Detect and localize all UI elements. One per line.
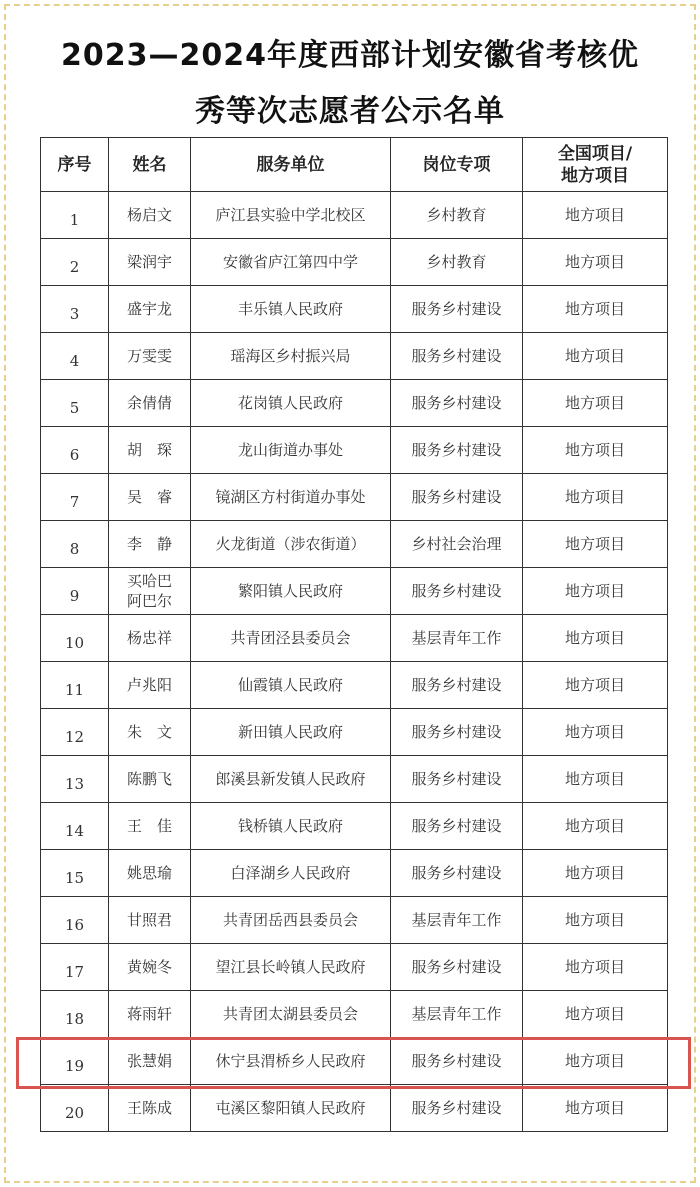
cell-post: 服务乡村建设: [391, 380, 523, 427]
cell-index: 14: [41, 803, 109, 850]
cell-project-type: 地方项目: [523, 568, 668, 615]
highlight-box-row-19: [16, 1037, 691, 1089]
cell-post: 服务乡村建设: [391, 850, 523, 897]
cell-name: 陈鹏飞: [109, 756, 191, 803]
cell-name: 蒋雨轩: [109, 991, 191, 1038]
table-row: [41, 897, 668, 944]
table-row: [41, 427, 668, 474]
cell-post: 乡村社会治理: [391, 521, 523, 568]
cell-name: 王 佳: [109, 803, 191, 850]
cell-index: 3: [41, 286, 109, 333]
cell-name: 梁润宇: [109, 239, 191, 286]
cell-unit: 安徽省庐江第四中学: [191, 239, 391, 286]
table-row: [41, 521, 668, 568]
cell-project-type: 地方项目: [523, 944, 668, 991]
page-title-line-2: 秀等次志愿者公示名单: [195, 94, 505, 129]
table-row: [41, 709, 668, 756]
cell-name: 朱 文: [109, 709, 191, 756]
cell-project-type: 地方项目: [523, 1085, 668, 1132]
cell-project-type: 地方项目: [523, 897, 668, 944]
table-row: [41, 239, 668, 286]
cell-unit: 繁阳镇人民政府: [191, 568, 391, 615]
cell-unit: 共青团泾县委员会: [191, 615, 391, 662]
cell-unit: 花岗镇人民政府: [191, 380, 391, 427]
cell-unit: 火龙街道（涉农街道）: [191, 521, 391, 568]
cell-unit: 丰乐镇人民政府: [191, 286, 391, 333]
header-project-type: 全国项目/ 地方项目: [523, 138, 668, 192]
table-row: [41, 474, 668, 521]
cell-index: 15: [41, 850, 109, 897]
header-unit: 服务单位: [191, 138, 391, 192]
cell-name: 张慧娟: [109, 1038, 191, 1085]
cell-name: 万雯雯: [109, 333, 191, 380]
cell-unit: 共青团岳西县委员会: [191, 897, 391, 944]
header-index: 序号: [41, 138, 109, 192]
cell-index: 8: [41, 521, 109, 568]
cell-unit: 瑶海区乡村振兴局: [191, 333, 391, 380]
cell-index: 13: [41, 756, 109, 803]
table-row: [41, 286, 668, 333]
cell-name: 卢兆阳: [109, 662, 191, 709]
table-row: [41, 615, 668, 662]
header-post: 岗位专项: [391, 138, 523, 192]
cell-project-type: 地方项目: [523, 521, 668, 568]
cell-project-type: 地方项目: [523, 239, 668, 286]
cell-index: 10: [41, 615, 109, 662]
cell-post: 基层青年工作: [391, 991, 523, 1038]
cell-project-type: 地方项目: [523, 991, 668, 1038]
cell-project-type: 地方项目: [523, 427, 668, 474]
table-row: [41, 333, 668, 380]
cell-post: 服务乡村建设: [391, 756, 523, 803]
table-row: [41, 944, 668, 991]
table-header-row: [41, 138, 668, 192]
cell-index: 6: [41, 427, 109, 474]
cell-post: 服务乡村建设: [391, 286, 523, 333]
cell-post: 基层青年工作: [391, 897, 523, 944]
table-row: [41, 662, 668, 709]
cell-project-type: 地方项目: [523, 286, 668, 333]
cell-project-type: 地方项目: [523, 1038, 668, 1085]
cell-unit: 庐江县实验中学北校区: [191, 192, 391, 239]
cell-unit: 望江县长岭镇人民政府: [191, 944, 391, 991]
table-body: [41, 192, 668, 1132]
cell-post: 基层青年工作: [391, 615, 523, 662]
cell-unit: 休宁县渭桥乡人民政府: [191, 1038, 391, 1085]
cell-post: 服务乡村建设: [391, 944, 523, 991]
cell-post: 服务乡村建设: [391, 709, 523, 756]
header-name: 姓名: [109, 138, 191, 192]
table-row: [41, 1085, 668, 1132]
cell-index: 19: [41, 1038, 109, 1085]
cell-project-type: 地方项目: [523, 803, 668, 850]
cell-unit: 共青团太湖县委员会: [191, 991, 391, 1038]
cell-index: 17: [41, 944, 109, 991]
cell-index: 18: [41, 991, 109, 1038]
cell-project-type: 地方项目: [523, 756, 668, 803]
cell-post: 乡村教育: [391, 239, 523, 286]
cell-unit: 镜湖区方村街道办事处: [191, 474, 391, 521]
cell-name: 杨忠祥: [109, 615, 191, 662]
table-row: [41, 568, 668, 615]
cell-name: 李 静: [109, 521, 191, 568]
volunteer-table: [40, 137, 668, 1132]
cell-post: 服务乡村建设: [391, 803, 523, 850]
cell-index: 11: [41, 662, 109, 709]
table-row: [41, 850, 668, 897]
cell-name: 胡 琛: [109, 427, 191, 474]
cell-unit: 龙山街道办事处: [191, 427, 391, 474]
table-row: [41, 803, 668, 850]
table-row: [41, 380, 668, 427]
cell-project-type: 地方项目: [523, 333, 668, 380]
cell-unit: 郎溪县新发镇人民政府: [191, 756, 391, 803]
cell-index: 20: [41, 1085, 109, 1132]
cell-name: 王陈成: [109, 1085, 191, 1132]
table-row: [41, 991, 668, 1038]
cell-name: 余倩倩: [109, 380, 191, 427]
cell-index: 9: [41, 568, 109, 615]
cell-project-type: 地方项目: [523, 662, 668, 709]
cell-name: 甘照君: [109, 897, 191, 944]
cell-post: 乡村教育: [391, 192, 523, 239]
cell-project-type: 地方项目: [523, 380, 668, 427]
cell-project-type: 地方项目: [523, 192, 668, 239]
cell-post: 服务乡村建设: [391, 474, 523, 521]
cell-index: 7: [41, 474, 109, 521]
cell-post: 服务乡村建设: [391, 427, 523, 474]
cell-index: 16: [41, 897, 109, 944]
cell-project-type: 地方项目: [523, 615, 668, 662]
cell-unit: 屯溪区黎阳镇人民政府: [191, 1085, 391, 1132]
cell-post: 服务乡村建设: [391, 1038, 523, 1085]
cell-post: 服务乡村建设: [391, 1085, 523, 1132]
cell-unit: 白泽湖乡人民政府: [191, 850, 391, 897]
cell-unit: 仙霞镇人民政府: [191, 662, 391, 709]
cell-index: 1: [41, 192, 109, 239]
cell-index: 4: [41, 333, 109, 380]
cell-post: 服务乡村建设: [391, 662, 523, 709]
cell-index: 2: [41, 239, 109, 286]
cell-name: 买哈巴 阿巴尔: [109, 568, 191, 615]
cell-name: 盛宇龙: [109, 286, 191, 333]
table-row: [41, 192, 668, 239]
cell-unit: 新田镇人民政府: [191, 709, 391, 756]
cell-index: 12: [41, 709, 109, 756]
table-row: [41, 756, 668, 803]
cell-project-type: 地方项目: [523, 474, 668, 521]
cell-project-type: 地方项目: [523, 850, 668, 897]
cell-name: 吴 睿: [109, 474, 191, 521]
page-title-line-1: 2023—2024年度西部计划安徽省考核优: [61, 38, 639, 73]
cell-post: 服务乡村建设: [391, 568, 523, 615]
cell-name: 杨启文: [109, 192, 191, 239]
cell-project-type: 地方项目: [523, 709, 668, 756]
cell-unit: 钱桥镇人民政府: [191, 803, 391, 850]
cell-post: 服务乡村建设: [391, 333, 523, 380]
cell-index: 5: [41, 380, 109, 427]
cell-name: 黄婉冬: [109, 944, 191, 991]
cell-name: 姚思瑜: [109, 850, 191, 897]
